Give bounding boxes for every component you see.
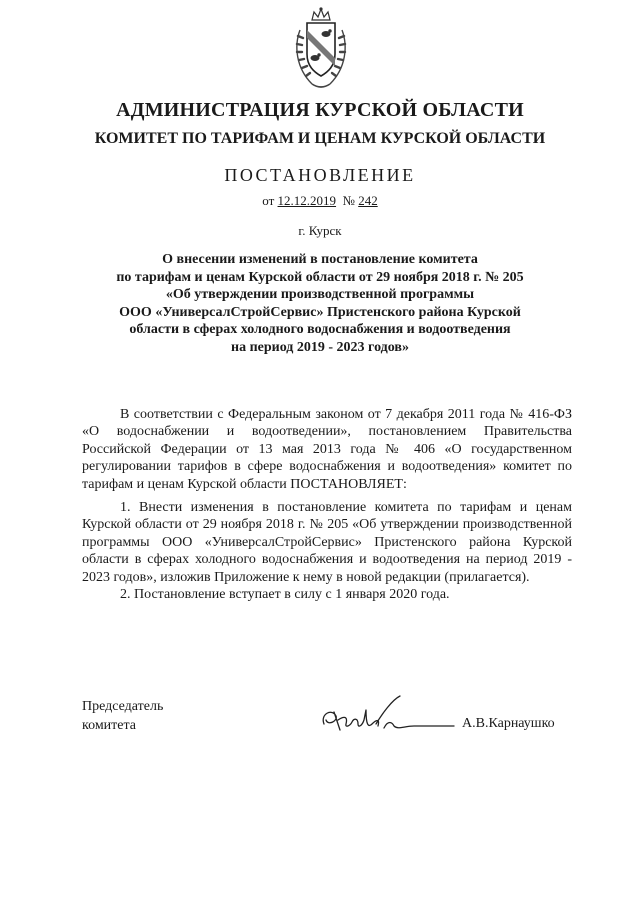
title-line: на период 2019 - 2023 годов»	[231, 339, 409, 355]
title-line: по тарифам и ценам Курской области от 29 ноября 2018 г. № 205	[116, 269, 524, 285]
signatory-name: А.В.Карнаушко	[462, 716, 555, 731]
item-1-paragraph: 1. Внести изменения в постановление комитета по тарифам и ценам Курской области от 29 ноября 2018 г. № 205 «Об утверждении производственной программы ООО «УниверсалСтройСервис» Пристенского района Курской области в сферах холодного водоснабжения и водоотведения на период 2019 - 2023 годов», изложив Приложение к нему в новой редакции (прилагается).	[82, 500, 572, 585]
committee-name: КОМИТЕТ ПО ТАРИФАМ И ЦЕНАМ КУРСКОЙ ОБЛАСТИ	[94, 130, 546, 147]
preamble-paragraph: В соответствии с Федеральным законом от 7 декабря 2011 года № 416-ФЗ «О водоснабжении и водоотведении», постановлением Правительства Российской Федерации от 13 мая 2013 года № 406 «О государственном регулировании тарифов в сфере водоснабжения и водоотведения» комитет по тарифам и ценам Курской области ПОСТАНОВЛЯЕТ:	[82, 407, 572, 492]
role-line: комитета	[82, 718, 137, 733]
city: г. Курск	[298, 223, 342, 238]
document-body	[82, 406, 572, 603]
date-prefix: от	[262, 193, 275, 208]
title-line: области в сферах холодного водоснабжения и водоотведения	[129, 322, 511, 338]
signatory-role	[82, 697, 163, 735]
date-number-line	[0, 193, 640, 209]
document-title	[70, 251, 570, 357]
document-number: 242	[358, 193, 378, 208]
organization-name: АДМИНИСТРАЦИЯ КУРСКОЙ ОБЛАСТИ	[116, 99, 524, 121]
coat-of-arms-icon	[290, 6, 352, 92]
document-date: 12.12.2019	[277, 193, 337, 208]
handwritten-signature	[318, 690, 458, 740]
role-line: Председатель	[82, 699, 164, 714]
number-prefix: №	[342, 193, 355, 208]
title-line: «Об утверждении производственной программы	[165, 287, 475, 303]
document-type: ПОСТАНОВЛЕНИЕ	[224, 165, 416, 185]
title-line: О внесении изменений в постановление комитета	[162, 252, 478, 267]
item-2-paragraph: 2. Постановление вступает в силу с 1 января 2020 года.	[120, 587, 450, 603]
title-line: ООО «УниверсалСтройСервис» Пристенского района Курской	[119, 304, 521, 320]
